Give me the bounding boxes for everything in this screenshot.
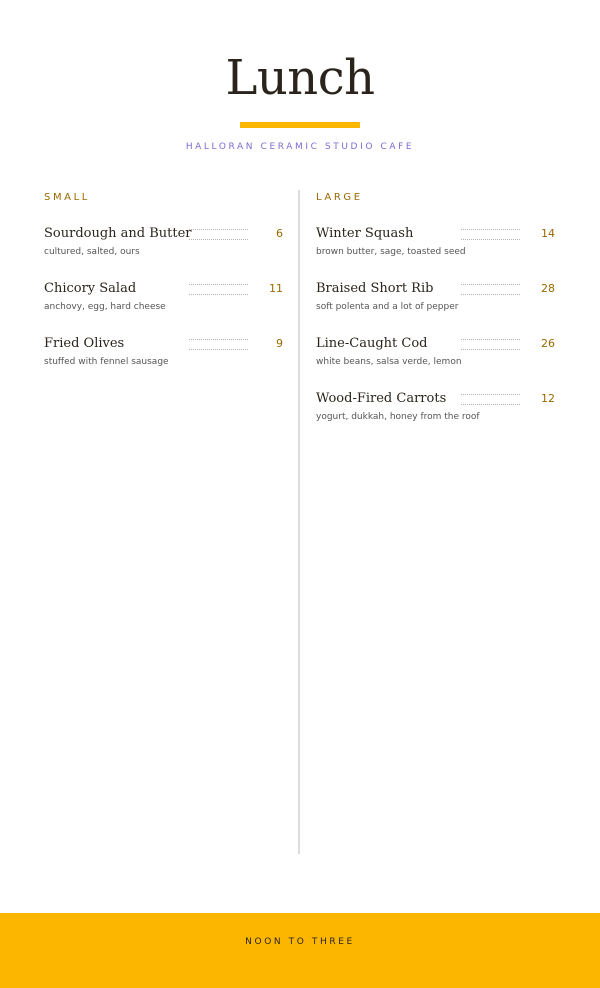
item-name: Fried Olives <box>44 336 125 351</box>
item-list-small <box>44 226 284 391</box>
item-description: yogurt, dukkah, honey from the roof <box>316 412 480 422</box>
item-description: stuffed with fennel sausage <box>44 357 169 367</box>
item-name: Wood-Fired Carrots <box>316 391 447 406</box>
item-name: Braised Short Rib <box>316 281 434 296</box>
menu-item <box>44 336 284 391</box>
item-description: anchovy, egg, hard cheese <box>44 302 166 312</box>
dot-leader <box>189 229 248 240</box>
item-name: Chicory Salad <box>44 281 137 296</box>
column-divider <box>298 190 300 854</box>
section-label-small: SMALL <box>44 192 90 203</box>
dot-leader <box>461 394 520 405</box>
item-name: Line-Caught Cod <box>316 336 428 351</box>
item-price: 28 <box>541 282 555 295</box>
item-price: 11 <box>269 282 283 295</box>
menu-item <box>44 281 284 336</box>
menu-item <box>316 336 556 391</box>
item-price: 14 <box>541 227 555 240</box>
section-large <box>316 192 556 446</box>
section-label-large: LARGE <box>316 192 363 203</box>
dot-leader <box>189 339 248 350</box>
item-price: 12 <box>541 392 555 405</box>
menu-item <box>316 226 556 281</box>
dot-leader <box>461 229 520 240</box>
menu-item <box>316 391 556 446</box>
menu-item <box>316 281 556 336</box>
page-title: Lunch <box>225 50 375 106</box>
item-price: 9 <box>276 337 283 350</box>
item-price: 6 <box>276 227 283 240</box>
item-name: Winter Squash <box>316 226 414 241</box>
item-description: white beans, salsa verde, lemon <box>316 357 462 367</box>
item-list-large <box>316 226 556 446</box>
dot-leader <box>461 339 520 350</box>
title-underline <box>240 122 360 128</box>
item-name: Sourdough and Butter <box>44 226 192 241</box>
item-description: cultured, salted, ours <box>44 247 140 257</box>
section-small <box>44 192 284 391</box>
item-description: soft polenta and a lot of pepper <box>316 302 459 312</box>
cafe-name: HALLORAN CERAMIC STUDIO CAFE <box>185 142 415 152</box>
dot-leader <box>189 284 248 295</box>
item-description: brown butter, sage, toasted seed <box>316 247 466 257</box>
footer-band <box>0 913 600 988</box>
item-price: 26 <box>541 337 555 350</box>
menu-item <box>44 226 284 281</box>
dot-leader <box>461 284 520 295</box>
service-hours: NOON TO THREE <box>245 937 355 947</box>
